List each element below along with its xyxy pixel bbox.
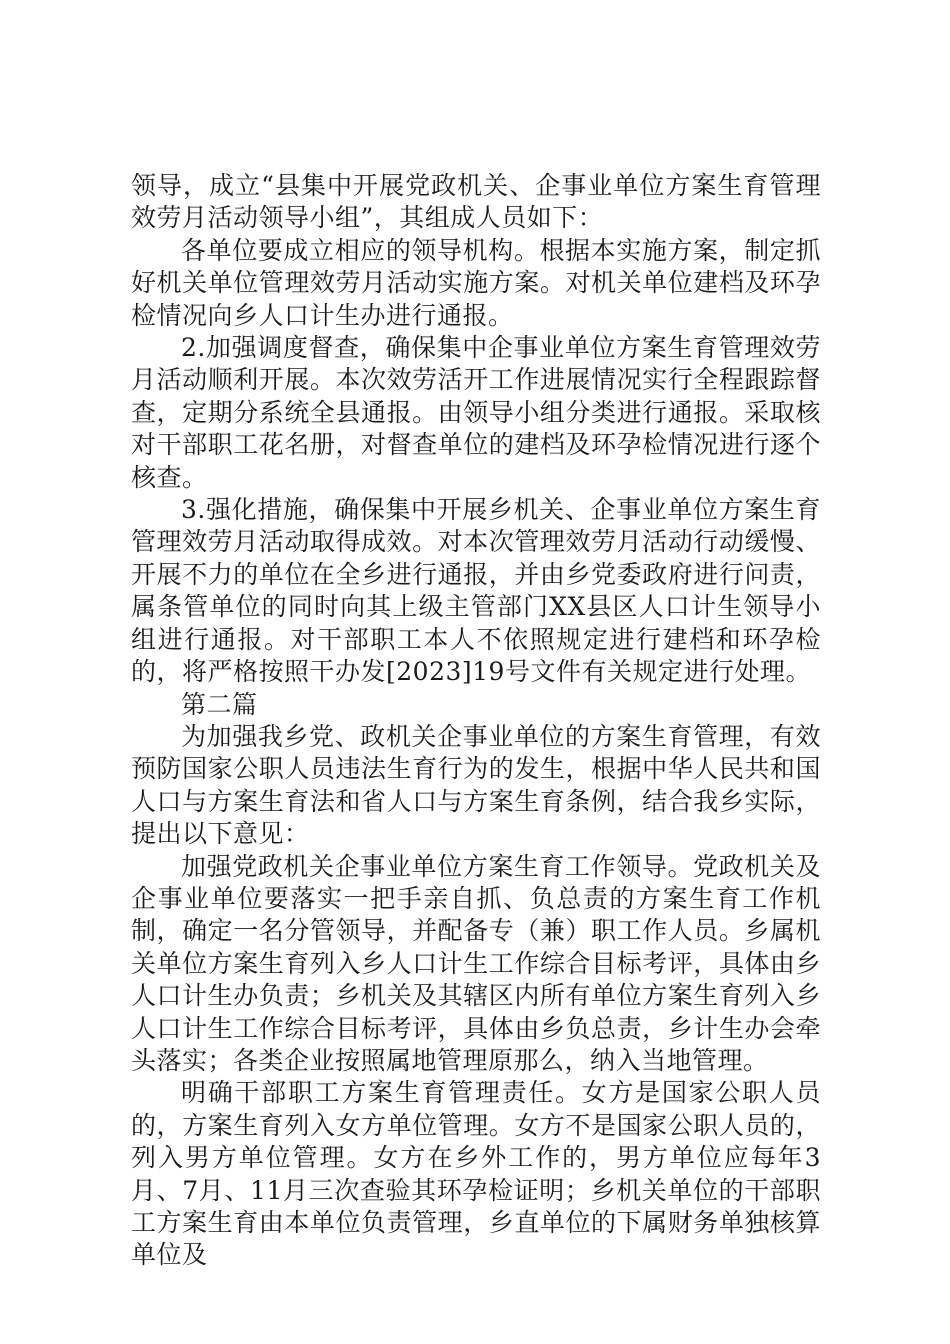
document-body — [131, 170, 821, 1272]
paragraph-strengthen-leadership: 加强党政机关企事业单位方案生育工作领导。党政机关及企事业单位要落实一把手亲自抓、负总责的方案生育工作机制，确定一名分管领导，并配备专（兼）职工作人员。乡属机关单位方案生育列入乡人口计生工作综合目标考评，具体由乡人口计生办负责；乡机关及其辖区内所有单位方案生育列入乡人口计生工作综合目标考评，具体由乡负总责，乡计生办会牵头落实；各类企业按照属地管理原那么，纳入当地管理。 — [131, 851, 821, 1075]
paragraph-clarify-responsibility: 明确干部职工方案生育管理责任。女方是国家公职人员的，方案生育列入女方单位管理。女方不是国家公职人员的，列入男方单位管理。女方在乡外工作的，男方单位应每年3月、7月、11月三次查验其环孕检证明；乡机关单位的干部职工方案生育由本单位负责管理，乡直单位的下属财务单独核算单位及 — [131, 1078, 821, 1270]
paragraph-measures: 3.强化措施，确保集中开展乡机关、企事业单位方案生育管理效劳月活动取得成效。对本次管理效劳月活动行动缓慢、开展不力的单位在全乡进行通报，并由乡党委政府进行问责，属条管单位的同时向其上级主管部门XX县区人口计生领导小组进行通报。对干部职工本人不依照规定进行建档和环孕检的，将严格按照干办发[2023]19号文件有关规定进行处理。 — [131, 495, 821, 687]
paragraph-intro-opinions: 为加强我乡党、政机关企事业单位的方案生育管理，有效预防国家公职人员违法生育行为的发生，根据中华人民共和国人口与方案生育法和省人口与方案生育条例，结合我乡实际，提出以下意见： — [131, 721, 821, 849]
paragraph-leadership-group: 领导，成立“县集中开展党政机关、企事业单位方案生育管理效劳月活动领导小组”，其组成人员如下： — [131, 171, 821, 233]
paragraph-supervision: 2.加强调度督查，确保集中企事业单位方案生育管理效劳月活动顺利开展。本次效劳活开工作进展情况实行全程跟踪督查，定期分系统全县通报。由领导小组分类进行通报。采取核对干部职工花名册，对督查单位的建档及环孕检情况进行逐个核查。 — [131, 333, 821, 492]
paragraph-establish-organization: 各单位要成立相应的领导机构。根据本实施方案，制定抓好机关单位管理效劳月活动实施方案。对机关单位建档及环孕检情况向乡人口计生办进行通报。 — [131, 235, 821, 330]
section-heading-part-two: 第二篇 — [181, 689, 258, 719]
